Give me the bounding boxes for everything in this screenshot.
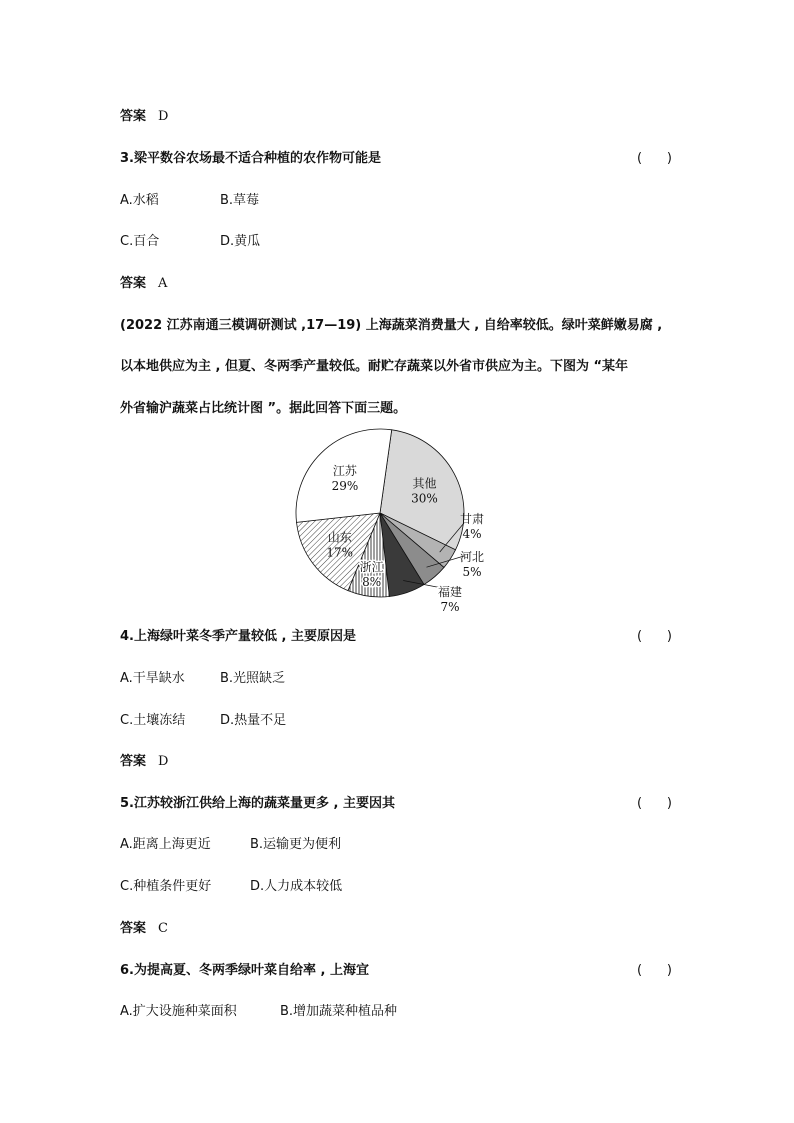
answer-value: C [158, 921, 168, 936]
q5-answer [120, 920, 168, 938]
q5-option-b: B.运输更为便利 [250, 837, 342, 852]
answer-value: D [158, 109, 169, 124]
pie-label-value: 17% [326, 545, 354, 560]
q6-stem: 6.为提高夏、冬两季绿叶菜自给率 , 上海宜 [120, 963, 369, 978]
pie-label-value: 4% [462, 527, 482, 541]
pie-label-value: 7% [440, 600, 460, 614]
q2-answer [120, 108, 168, 126]
answer-label: 答案 [120, 109, 147, 124]
q3-options-row1 [120, 192, 259, 210]
answer-value: A [158, 276, 168, 291]
pie-label-name: 甘肃 [459, 512, 485, 526]
pie-label-value: 29% [331, 478, 359, 493]
pie-label-name: 福建 [437, 585, 463, 599]
answer-label: 答案 [120, 921, 147, 936]
q5-options-row1 [120, 836, 341, 854]
q4-answer [120, 753, 168, 771]
q5-answer-blank: ( ) [637, 796, 672, 811]
passage-line-1: (2022 江苏南通三模调研测试 ,17—19) 上海蔬菜消费量大 , 自给率较低。绿叶菜鲜嫩易腐 , [120, 318, 663, 333]
answer-label: 答案 [120, 276, 147, 291]
pie-label-name: 河北 [459, 550, 485, 564]
passage-line-3: 外省输沪蔬菜占比统计图 ”。据此回答下面三题。 [120, 401, 407, 416]
pie-chart [280, 420, 520, 620]
pie-label-name: 山东 [327, 530, 352, 545]
q4-option-a: A.干旱缺水 [120, 671, 185, 686]
pie-label-value: 5% [462, 565, 482, 579]
q5-options-row2 [120, 878, 342, 896]
pie-label-value: 8% [362, 574, 382, 589]
answer-label: 答案 [120, 754, 147, 769]
q6-option-a: A.扩大设施种菜面积 [120, 1004, 237, 1019]
pie-label-value: 30% [411, 491, 438, 506]
q3-option-a: A.水稻 [120, 193, 159, 208]
passage-line-2: 以本地供应为主 , 但夏、冬两季产量较低。耐贮存蔬菜以外省市供应为主。下图为 “某年 [120, 359, 629, 374]
q4-option-c: C.土壤冻结 [120, 713, 186, 728]
q5-option-d: D.人力成本较低 [250, 879, 343, 894]
q3-answer-blank: ( ) [637, 151, 672, 166]
q4-options-row1 [120, 670, 285, 688]
q4-answer-blank: ( ) [637, 629, 672, 644]
q5-stem: 5.江苏较浙江供给上海的蔬菜量更多 , 主要因其 [120, 796, 395, 811]
q3-option-d: D.黄瓜 [220, 234, 261, 249]
q4-option-b: B.光照缺乏 [220, 671, 286, 686]
q3-stem: 3.梁平数谷农场最不适合种植的农作物可能是 [120, 151, 381, 166]
q5-option-a: A.距离上海更近 [120, 837, 211, 852]
q3-option-c: C.百合 [120, 234, 160, 249]
q6-option-b: B.增加蔬菜种植品种 [280, 1004, 398, 1019]
q4-option-d: D.热量不足 [220, 713, 287, 728]
answer-value: D [158, 754, 169, 769]
q4-options-row2 [120, 712, 286, 730]
pie-label-name: 江苏 [332, 463, 357, 478]
q6-options-row1 [120, 1003, 397, 1021]
q6-answer-blank: ( ) [637, 963, 672, 978]
q3-answer [120, 275, 167, 293]
q4-stem: 4.上海绿叶菜冬季产量较低 , 主要原因是 [120, 629, 356, 644]
q5-option-c: C.种植条件更好 [120, 879, 212, 894]
q3-option-b: B.草莓 [220, 193, 260, 208]
pie-label-name: 浙江 [359, 559, 384, 574]
pie-label-name: 其他 [412, 476, 437, 491]
q3-options-row2 [120, 233, 260, 251]
